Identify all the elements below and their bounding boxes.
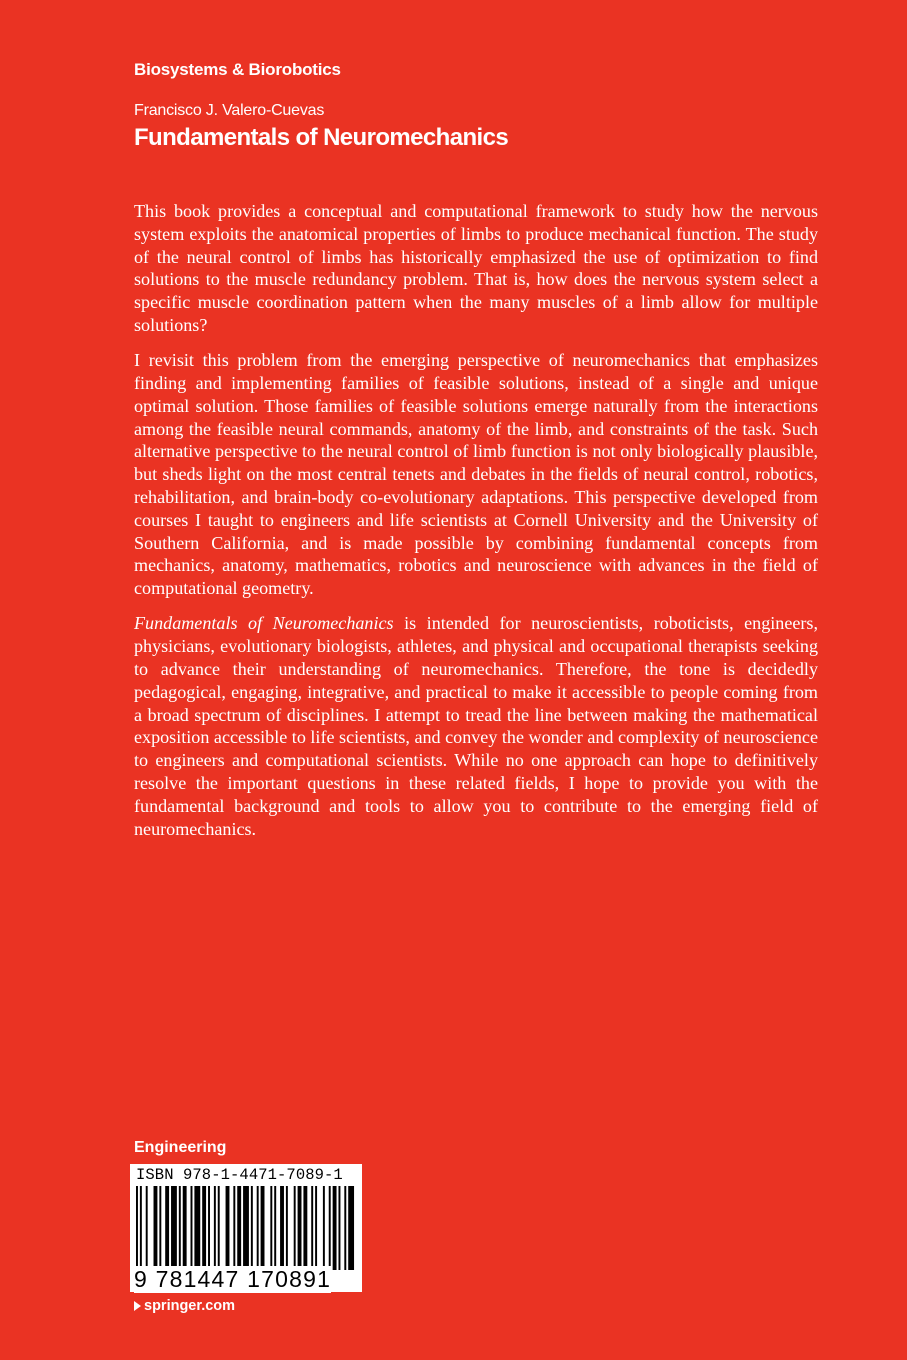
barcode-bar	[165, 1186, 169, 1270]
ean-digits: 9 781447 170891	[134, 1266, 332, 1292]
barcode-bar	[323, 1186, 325, 1270]
barcode-bar	[311, 1186, 313, 1270]
barcode-bar	[294, 1186, 296, 1270]
book-title: Fundamentals of Neuromechanics	[134, 124, 509, 151]
barcode-bars	[136, 1186, 356, 1270]
barcode-bar	[274, 1186, 276, 1270]
blurb-paragraph-3-text: is intended for neuroscientists, roboticists, engineers, physicians, evolutionary biologists, athletes, and physical and occupational therapists seeking to advance their understanding of neuromechanics. Therefore, the tone is decidedly pedagogical, engaging, integrative, and practical to make it accessible to people coming from a broad spectrum of disciplines. I attempt to tread the line between making the mathematical exposition accessible to life scientists, and convey the wonder and complexity of neuroscience to engineers and computational scientists. While no one approach can hope to definitively resolve the important questions in these related fields, I hope to provide you with the fundamental background and tools to allow you to contribute to the emerging field of neuromechanics.	[134, 613, 818, 839]
barcode-bar	[179, 1186, 181, 1270]
barcode-bar	[303, 1186, 307, 1270]
barcode-bar	[214, 1186, 216, 1270]
blurb-paragraph-3	[134, 612, 818, 840]
barcode-bar	[146, 1186, 148, 1270]
barcode-bar	[333, 1186, 337, 1270]
barcode-bar	[286, 1186, 288, 1270]
author-name: Francisco J. Valero-Cuevas	[134, 102, 325, 119]
barcode-bar	[315, 1186, 317, 1270]
barcode-bar	[251, 1186, 253, 1270]
barcode	[130, 1164, 362, 1292]
barcode-bar	[280, 1186, 284, 1270]
barcode-bar	[218, 1186, 220, 1270]
barcode-bar	[194, 1186, 200, 1270]
barcode-bar	[243, 1186, 249, 1270]
series-name: Biosystems & Biorobotics	[134, 60, 341, 79]
blurb	[134, 200, 818, 853]
publisher-website	[134, 1298, 235, 1314]
barcode-bar	[140, 1186, 142, 1270]
barcode-bar	[183, 1186, 187, 1270]
subject-category: Engineering	[134, 1139, 227, 1156]
barcode-bar	[344, 1186, 346, 1270]
barcode-bar	[226, 1186, 230, 1270]
barcode-bar	[329, 1186, 331, 1270]
website-label: springer.com	[144, 1298, 236, 1314]
barcode-bar	[298, 1186, 302, 1270]
barcode-bar	[154, 1186, 158, 1270]
barcode-bar	[348, 1186, 354, 1270]
arrow-right-icon	[134, 1301, 141, 1311]
blurb-paragraph-2: I revisit this problem from the emerging perspective of neuromechanics that emphasizes finding and implementing families of feasible solutions, instead of a single and unique optimal solution. Those families of feasible solutions emerge naturally from the interactions among the feasible neural commands, anatomy of the limb, and constraints of the task. Such alternative perspective to the neural control of limb function is not only biologically plausible, but sheds light on the most central tenets and debates in the fields of neural control, robotics, rehabilitation, and brain-body co-evolutionary adaptations. This perspective developed from courses I taught to engineers and life scientists at Cornell University and the University of Southern California, and is made possible by combining fundamental concepts from mechanics, anatomy, mathematics, robotics and neuroscience with advances in the field of computational geometry.	[134, 350, 818, 599]
barcode-bar	[159, 1186, 161, 1270]
barcode-bar	[257, 1186, 259, 1270]
barcode-bar	[233, 1186, 235, 1270]
barcode-bar	[208, 1186, 210, 1270]
isbn-label: ISBN 978-1-4471-7089-1	[136, 1166, 343, 1184]
barcode-bar	[202, 1186, 206, 1270]
book-title-italic: Fundamentals of Neuromechanics	[134, 613, 394, 634]
barcode-bar	[191, 1186, 193, 1270]
barcode-bar	[261, 1186, 265, 1270]
blurb-paragraph-1: This book provides a conceptual and computational framework to study how the nervous system exploits the anatomical properties of limbs to produce mechanical function. The study of the neural control of limbs has historically emphasized the use of optimization to find solutions to the muscle redundancy problem. That is, how does the nervous system select a specific muscle coordination pattern when the many muscles of a limb allow for multiple solutions?	[134, 201, 818, 335]
barcode-bar	[171, 1186, 177, 1270]
barcode-bar	[270, 1186, 272, 1270]
barcode-bar	[136, 1186, 138, 1270]
barcode-bar	[237, 1186, 241, 1270]
barcode-bar	[338, 1186, 340, 1270]
